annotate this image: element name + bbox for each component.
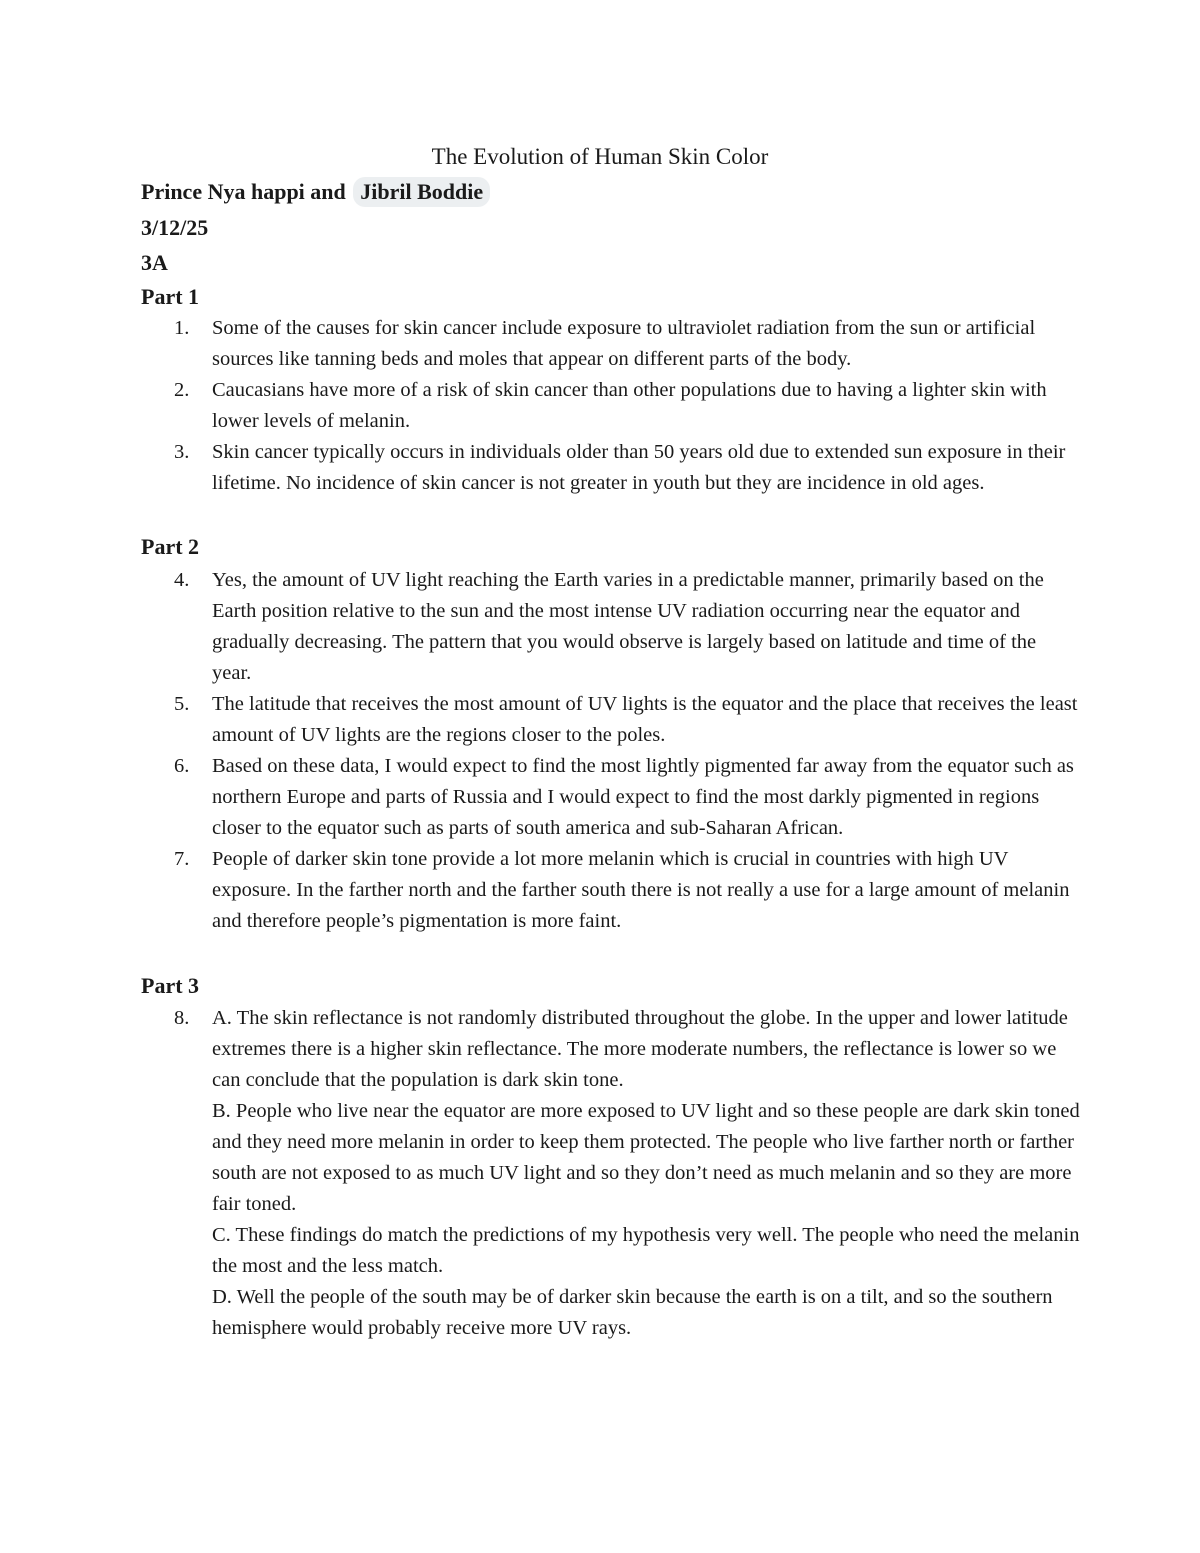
- list-item: [0, 437, 1200, 499]
- item-text: Skin cancer typically occurs in individuals older than 50 years old due to extended sun exposure in their lifetime. No incidence of skin cancer is not greater in youth but they are incidence in old ages.: [212, 441, 1066, 494]
- item-number: 8.: [174, 1007, 190, 1029]
- document-date: 3/12/25: [141, 215, 209, 240]
- document-title: The Evolution of Human Skin Color: [431, 144, 769, 169]
- part-3-heading: Part 3: [141, 973, 200, 998]
- part-1-heading: Part 1: [141, 284, 200, 309]
- answer-b: B. People who live near the equator are more exposed to UV light and so these people are dark skin toned and they need more melanin in order to keep them protected. The people who live farther north or farther south are not exposed to as much UV light and so they don’t need as much melanin and so they are more fair toned.: [212, 1100, 1080, 1215]
- part-2-list: [0, 565, 1200, 937]
- item-text: Based on these data, I would expect to find the most lightly pigmented far away from the equator such as northern Europe and parts of Russia and I would expect to find the most darkly pigmented in regions closer to the equator such as parts of south america and sub-Saharan African.: [212, 755, 1074, 839]
- item-number: 6.: [174, 755, 190, 777]
- part-1-list: [0, 313, 1200, 499]
- answer-c: C. These findings do match the predictions of my hypothesis very well. The people who need the melanin the most and the less match.: [212, 1224, 1080, 1277]
- list-item: [0, 565, 1200, 689]
- list-item: [0, 751, 1200, 844]
- list-item: [0, 375, 1200, 437]
- item-text: Yes, the amount of UV light reaching the Earth varies in a predictable manner, primarily based on the Earth position relative to the sun and the most intense UV radiation occurring near the equator and gradually decreasing. The pattern that you would observe is largely based on latitude and time of the year.: [212, 569, 1044, 684]
- item-text: Some of the causes for skin cancer include exposure to ultraviolet radiation from the sun or artificial sources like tanning beds and moles that appear on different parts of the body.: [212, 317, 1036, 370]
- item-number: 5.: [174, 693, 190, 715]
- item-number: 2.: [174, 379, 190, 401]
- list-item: [0, 689, 1200, 751]
- item-text: People of darker skin tone provide a lot more melanin which is crucial in countries with high UV exposure. In the farther north and the farther south there is not really a use for a large amount of melanin and therefore people’s pigmentation is more faint.: [212, 848, 1070, 932]
- item-number: 1.: [174, 317, 190, 339]
- answer-a: A. The skin reflectance is not randomly distributed throughout the globe. In the upper and lower latitude extremes there is a higher skin reflectance. The more moderate numbers, the reflectance is lower so we can conclude that the population is dark skin tone.: [212, 1007, 1068, 1091]
- item-number: 3.: [174, 441, 190, 463]
- list-item: [0, 844, 1200, 937]
- list-item: [0, 1003, 1200, 1344]
- authors-line: [141, 177, 490, 207]
- item-number: 7.: [174, 848, 190, 870]
- item-number: 4.: [174, 569, 190, 591]
- item-text: The latitude that receives the most amount of UV lights is the equator and the place that receives the least amount of UV lights are the regions closer to the poles.: [212, 693, 1078, 746]
- item-text: Caucasians have more of a risk of skin cancer than other populations due to having a lighter skin with lower levels of melanin.: [212, 379, 1047, 432]
- authors-text: Prince Nya happi and: [141, 179, 346, 204]
- part-2-heading: Part 2: [141, 534, 200, 559]
- author-chip[interactable]: Jibril Boddie: [353, 177, 490, 207]
- part-3-list: [0, 1003, 1200, 1344]
- class-period: 3A: [141, 250, 168, 275]
- list-item: [0, 313, 1200, 375]
- answer-d: D. Well the people of the south may be of darker skin because the earth is on a tilt, and so the southern hemisphere would probably receive more UV rays.: [212, 1286, 1053, 1339]
